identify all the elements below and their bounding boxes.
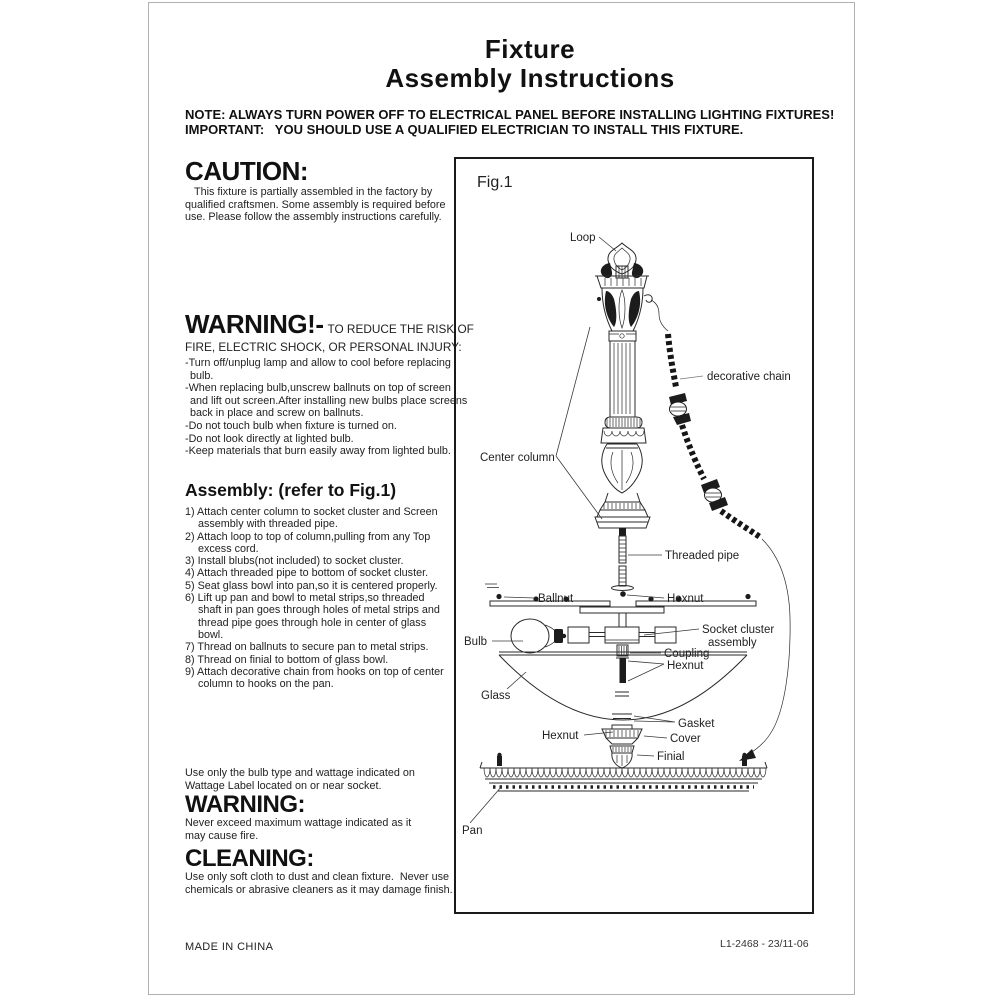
warning-risk-subheading: FIRE, ELECTRIC SHOCK, OR PERSONAL INJURY: (185, 340, 462, 354)
fig1-label: Fig.1 (477, 174, 513, 191)
assembly-heading: Assembly: (refer to Fig.1) (185, 480, 397, 500)
callout-loop: Loop (570, 232, 596, 244)
assembly-step: 8) Thread on finial to bottom of glass bowl. (185, 653, 389, 666)
loop-leader (599, 237, 616, 251)
assembly-step: 5) Seat glass bowl into pan,so it is centered properly. (185, 579, 438, 592)
safety-notices (185, 108, 860, 138)
callout-bulb: Bulb (464, 636, 488, 648)
pan-leader (470, 786, 502, 823)
decorative-chain-leader (680, 376, 703, 379)
callout-socket-cluster-2: assembly (708, 637, 757, 649)
warning-risk-heading (185, 309, 474, 340)
bulb-wattage-note: Use only the bulb type and wattage indicated on Wattage Label located on or near socket. (185, 767, 415, 792)
gasket-cover-finial-art (602, 714, 642, 768)
bulb-art (511, 619, 566, 653)
pan-art (480, 753, 767, 791)
finial-leader (637, 755, 654, 756)
warning-risk-list (185, 357, 469, 458)
made-in-china: MADE IN CHINA (185, 941, 274, 953)
socket-cluster-art (568, 613, 676, 656)
note-line: NOTE: ALWAYS TURN POWER OFF TO ELECTRICAL PANEL BEFORE INSTALLING LIGHTING FIXTURES! (185, 107, 835, 122)
hexnut-bottom-leader (584, 732, 613, 735)
callout-decorative-chain: decorative chain (707, 371, 791, 383)
callout-center-column: Center column (480, 452, 555, 464)
loop-art (601, 243, 643, 278)
assembly-step: 6) Lift up pan and bowl to metal strips,so threaded shaft in pan goes through holes of metal strips and thread pipe goes through hole in center of glass bowl. (185, 592, 440, 641)
assembly-step: 4) Attach threaded pipe to bottom of socket cluster. (185, 567, 429, 580)
leader-lines (470, 237, 703, 823)
part-number: L1-2468 - 23/11-06 (720, 938, 809, 950)
warning-risk-item: -When replacing bulb,unscrew ballnuts on top of screen and lift out screen.After installing new bulbs place screens back in place and screw on ballnuts. (185, 382, 468, 420)
assembly-step: 7) Thread on ballnuts to secure pan to metal strips. (185, 641, 429, 654)
callout-ballnut: Ballnut (538, 593, 574, 605)
callout-hexnut-mid: Hexnut (667, 660, 704, 672)
glass-bowl-art (499, 652, 747, 720)
cover-part (612, 725, 632, 729)
hexnut-top-leader (627, 595, 664, 598)
ballnut-leader (504, 597, 535, 598)
assembly-step: 3) Install blubs(not included) to socket cluster. (185, 555, 404, 568)
cleaning-text: Use only soft cloth to dust and clean fixture. Never use chemicals or abrasive cleaners as it may damage finish. (185, 871, 453, 896)
title-line1: Fixture (484, 34, 576, 64)
callout-glass: Glass (481, 690, 511, 702)
warning-risk-item: -Turn off/unplug lamp and allow to cool before replacing bulb. (185, 357, 451, 382)
warning-risk-item: -Keep materials that burn easily away from lighted bulb. (185, 445, 451, 458)
callout-cover: Cover (670, 733, 701, 745)
hexnut-mid-leader (628, 661, 664, 681)
caution-text: This fixture is partially assembled in the factory by qualified craftsmen. Some assembly is required before use. Please follow the assembly instructions carefully. (185, 186, 446, 224)
center-column-leader (556, 327, 602, 519)
callout-hexnut-top: Hexnut (667, 593, 704, 605)
fig1-box (454, 157, 814, 914)
fig1-diagram (456, 159, 812, 912)
cleaning-heading: CLEANING: (185, 845, 314, 872)
callout-finial: Finial (657, 751, 685, 763)
gasket-part (612, 714, 632, 719)
title-line2: Assembly Instructions (385, 63, 675, 93)
assembly-steps (185, 506, 447, 690)
callout-threaded-pipe: Threaded pipe (665, 550, 740, 562)
caution-heading: CAUTION: (185, 156, 309, 186)
warning-risk-note: TO REDUCE THE RISK OF (327, 322, 474, 336)
page-title (230, 35, 830, 93)
warning-risk-item: -Do not look directly at lighted bulb. (185, 432, 354, 445)
cover-leader (644, 736, 667, 738)
warning-wattage-heading: WARNING: (185, 791, 305, 818)
warning-risk-item: -Do not touch bulb when fixture is turned on. (185, 419, 397, 432)
assembly-step: 9) Attach decorative chain from hooks on top of center column to hooks on the pan. (185, 665, 444, 691)
metal-strips-art (485, 584, 756, 613)
warning-risk-title: WARNING!- (185, 309, 324, 339)
decorative-chain-art (651, 300, 790, 761)
callout-hexnut-bottom: Hexnut (542, 730, 579, 742)
callout-coupling: Coupling (664, 648, 710, 660)
glass-leader (507, 672, 526, 689)
threaded-pipe-art (612, 536, 634, 597)
center-column-art (595, 276, 652, 536)
important-line: IMPORTANT: YOU SHOULD USE A QUALIFIED ELECTRICIAN TO INSTALL THIS FIXTURE. (185, 121, 744, 137)
assembly-step: 1) Attach center column to socket cluster and Screen assembly with threaded pipe. (185, 506, 438, 531)
assembly-step: 2) Attach loop to top of column,pulling from any Top excess cord. (185, 530, 431, 555)
callout-pan: Pan (462, 825, 483, 837)
warning-wattage-text: Never exceed maximum wattage indicated as it may cause fire. (185, 817, 412, 842)
callout-socket-cluster-1: Socket cluster (702, 624, 775, 636)
callout-gasket: Gasket (678, 718, 715, 730)
